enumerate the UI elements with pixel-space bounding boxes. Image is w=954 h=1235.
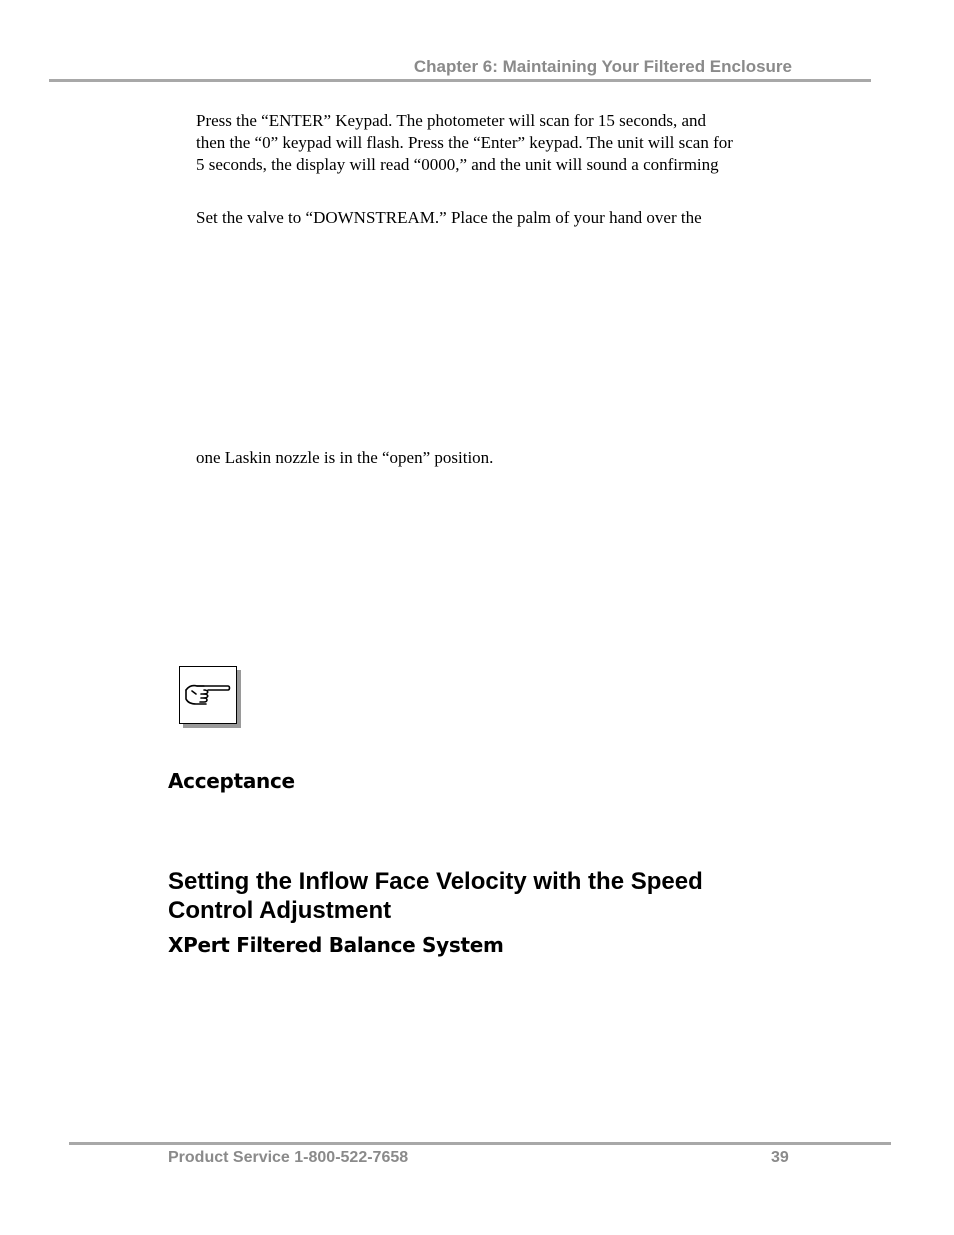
product-service-phone: Product Service 1-800-522-7658: [168, 1149, 409, 1166]
paragraph-line: Set the valve to “DOWNSTREAM.” Place the palm of your hand over the: [196, 208, 702, 227]
paragraph-line: then the “0” keypad will flash. Press the “Enter” keypad. The unit will scan for: [196, 133, 733, 152]
chapter-header: Chapter 6: Maintaining Your Filtered Enclosure: [413, 57, 792, 76]
paragraph-enter-keypad: [196, 110, 796, 176]
footer-divider: [69, 1142, 891, 1145]
pointing-hand-icon: [184, 680, 232, 708]
paragraph-line: one Laskin nozzle is in the “open” position.: [196, 448, 494, 467]
page-number: 39: [771, 1149, 789, 1166]
paragraph-line: Press the “ENTER” Keypad. The photometer will scan for 15 seconds, and: [196, 111, 707, 130]
paragraph-downstream: [196, 207, 796, 229]
paragraph-line: 5 seconds, the display will read “0000,” and the unit will sound a confirming: [196, 155, 719, 174]
section-title-line: Setting the Inflow Face Velocity with the Speed: [168, 868, 703, 895]
section-title: [168, 867, 808, 925]
paragraph-laskin-nozzle: [196, 447, 796, 469]
acceptance-heading: Acceptance: [168, 769, 295, 793]
subsection-title: XPert Filtered Balance System: [168, 933, 504, 957]
header-divider: [49, 79, 871, 82]
note-box: [179, 666, 237, 724]
section-title-line: Control Adjustment: [168, 897, 392, 924]
